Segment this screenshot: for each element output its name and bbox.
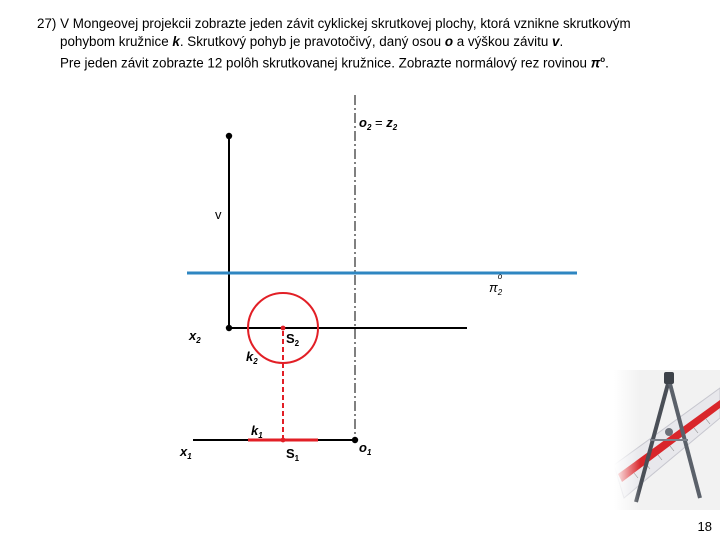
task-symbol-pi: π	[590, 55, 601, 71]
label-k1-letter: k	[251, 423, 259, 438]
label-s1-sub: 1	[294, 454, 300, 463]
label-s1-letter: S	[286, 446, 295, 461]
label-s1	[286, 447, 299, 466]
label-o2-sub: 2	[366, 123, 372, 132]
label-x2-sub: 2	[196, 336, 201, 345]
task-line-2-a: pohybom kružnice	[60, 34, 173, 49]
label-pi-symbol: π	[489, 280, 498, 295]
label-k2	[246, 350, 258, 369]
task-line-2-d: .	[559, 34, 564, 49]
label-x1-letter: x	[180, 444, 188, 459]
label-s2	[286, 332, 299, 351]
task-line-2-b: . Skrutkový pohyb je pravotočivý, daný osou	[179, 34, 445, 49]
label-o1-letter: o	[359, 440, 367, 455]
task-symbol-pi-sup: o	[600, 55, 606, 64]
task-line-1-text: 27) V Mongeovej projekcii zobrazte jeden závit cyklickej skrutkovej plochy, ktorá vznikne skrutkovým	[37, 16, 631, 31]
task-symbol-o: o	[444, 34, 454, 49]
label-z2-sub: 2	[392, 123, 398, 132]
label-pi-plane	[489, 272, 503, 300]
task-line-3-d: .	[605, 55, 609, 71]
label-v: v	[215, 207, 222, 222]
label-o2-z2	[359, 116, 397, 135]
label-x1-sub: 1	[187, 452, 192, 461]
compass-ruler-image	[614, 370, 720, 510]
label-x2	[189, 329, 201, 348]
label-pi-sup: o	[497, 272, 503, 281]
label-x1	[180, 445, 192, 464]
point-o1	[352, 437, 358, 443]
label-k2-letter: k	[246, 349, 254, 364]
label-equals: =	[371, 115, 387, 130]
label-s2-sub: 2	[294, 339, 300, 348]
label-z2-letter: z	[386, 115, 393, 130]
label-o1-sub: 1	[366, 448, 372, 457]
task-symbol-k: k	[172, 34, 180, 49]
task-symbol-v: v	[552, 34, 560, 49]
label-o2-letter: o	[359, 115, 367, 130]
point-s2	[281, 326, 286, 331]
label-s2-letter: S	[286, 331, 295, 346]
page-number: 18	[697, 519, 712, 534]
label-o1	[359, 441, 371, 460]
label-k1	[251, 424, 263, 443]
label-pi-sub: 2	[497, 288, 503, 297]
label-k1-sub: 1	[258, 431, 263, 440]
label-k2-sub: 2	[253, 357, 258, 366]
point-s1	[281, 438, 286, 443]
task-line-3-a: Pre jeden závit zobrazte 12 polôh skrutkovanej kružnice. Zobrazte normálový rez rovinou	[60, 55, 591, 71]
label-x2-letter: x	[189, 328, 197, 343]
task-line-2-c: a výškou závitu	[453, 34, 553, 49]
top-point	[226, 133, 232, 139]
